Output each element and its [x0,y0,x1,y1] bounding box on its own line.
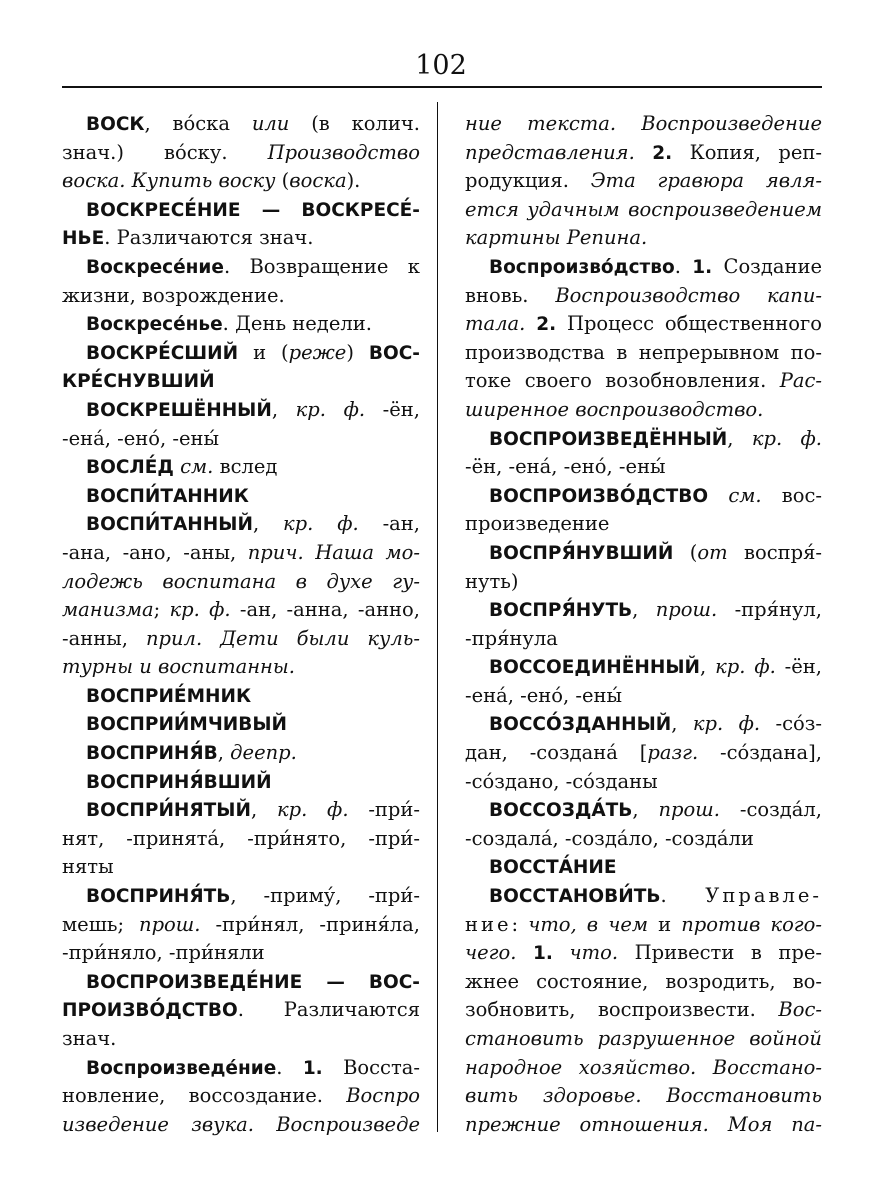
entry-text: . [276,1055,303,1079]
entry-line [465,882,822,911]
entry-text: Процесс общественного [556,312,822,336]
entry-text: жизни, возрождение. [62,283,285,307]
entry-text: -со́з- [760,712,822,736]
italic-text: разг. [647,741,699,765]
entry-text: производства в непрерывном по- [465,340,822,364]
entry-line [465,253,822,282]
entry-text: ние [465,912,512,936]
entry-line [62,253,420,282]
entry-line [465,653,822,682]
entry-line [62,682,420,711]
entry-text: , [671,712,693,736]
entry-line [62,453,420,482]
entry-line [465,139,822,168]
entry-line [465,825,822,854]
entry-line [465,1054,822,1083]
headword: ВОС- [368,342,420,364]
entry-text: ; [153,598,170,622]
entry-line [62,282,420,311]
entry-text: ( [275,169,290,193]
italic-text: что, в чем [528,912,649,936]
entry-line [62,310,420,339]
italic-text: кр. ф. [692,712,761,736]
italic-text: прил. Дети были куль- [145,626,420,650]
entry-line [465,911,822,940]
entry-line [465,282,822,311]
italic-text: от [697,540,728,564]
entry-text: , [727,426,752,450]
entry-text: Управле- [705,884,822,908]
entry-line [62,853,420,882]
headword: ВОСК [86,114,145,135]
headword: ВОСПРИЕ́МНИК [86,685,252,707]
entry-text: -ан, [358,512,420,536]
entry-text: , [252,512,284,536]
entry-line [465,453,822,482]
italic-text: изведение звука. Воспроизведе [62,1112,420,1136]
italic-text: турны и воспитанны. [62,655,295,679]
headword: Воскресе́нье [86,314,223,336]
entry-text: токе своего возобновления. [465,369,780,393]
entry-text: вслед [213,455,278,479]
entry-text: вос- [761,483,822,507]
headword: ВОСЛЕ́Д [86,457,174,479]
headword: ВОССТАНОВИ́ТЬ [489,886,661,908]
headword: ВОСПРОИЗВЕДЕ́НИЕ — ВОС- [86,971,420,993]
entry-text: , [632,798,659,822]
entry-text: -со́здано, -со́зданы [465,769,658,793]
entry-text [708,484,728,507]
headword: ВОСПРОИЗВО́ДСТВО [489,485,709,507]
headword: 2. [536,314,557,336]
entry-text [525,312,536,335]
entry-line [465,768,822,797]
entry-text: , [632,598,656,622]
entry-line [62,968,420,997]
italic-text: Производство [267,140,420,164]
entry-text: , во́ска [144,112,252,135]
entry-text: -при́нял, -приня́ла, [200,912,420,936]
entry-text: . Различаются знач. [104,226,314,250]
entry-line [62,425,420,454]
entry-line [62,1082,420,1111]
entry-line [465,367,822,396]
entry-line [62,139,420,168]
entry-line [62,339,420,368]
entry-text: жнее состояние, возродить, во- [465,969,822,993]
italic-text: что. [569,941,619,965]
entry-line [62,882,420,911]
entry-line [465,310,822,339]
italic-text: манизма [62,598,154,622]
entry-text: новление, воссоздание. [62,1084,347,1108]
entry-line [465,682,822,711]
italic-text: прош. [655,598,718,622]
entry-line [465,853,822,882]
italic-text: Воспроизводство капи- [555,283,822,307]
entry-line [62,568,420,597]
entry-text: : [511,912,529,936]
entry-text: -ена́, -ено́, -ены́ [62,426,220,450]
entry-line [465,482,822,511]
headword: ВОСПИ́ТАННИК [86,485,249,507]
entry-text: Создание [712,254,822,278]
italic-text: народное хозяйство. Восстано- [465,1055,822,1079]
entry-line [62,167,420,196]
entry-line [465,510,822,539]
entry-text: . День недели. [222,312,372,336]
entry-text: зобновить, воспроизвести. [465,998,779,1022]
entry-line [465,968,822,997]
entry-text: и ( [238,340,289,364]
entry-line [465,596,822,625]
entry-text: -пря́нула [465,626,558,650]
headword: ВОСПРИНЯ́ТЬ [86,886,231,908]
entry-line [62,939,420,968]
entry-line [62,710,420,739]
entry-text: и [648,912,682,936]
italic-text: кр. ф. [751,426,822,450]
headword: ПРОИЗВО́ДСТВО [62,1000,238,1022]
column-divider [437,102,438,1132]
entry-text: Восста- [322,1055,420,1079]
entry-line [465,625,822,654]
entry-text: Копия, реп- [672,140,822,164]
entry-text: -со́здана], [698,741,822,765]
entry-text: -ана, -ано, -аны, [62,540,248,564]
entry-line [465,1082,822,1111]
entry-text: няты [62,855,114,879]
entry-line [62,510,420,539]
entry-text: -пря́нул, [717,598,822,622]
entry-text: -ён, -ена́, -ено́, -ены́ [465,455,666,479]
entry-line [465,996,822,1025]
entry-text: , [217,741,231,765]
italic-text: прош. [658,798,720,822]
entry-text: -ён, [775,655,822,679]
entry-text: . Возвращение к [223,254,420,278]
italic-text: ние текста. Воспроизведение [465,112,822,135]
entry-text: -анны, [62,626,146,650]
entry-line [62,482,420,511]
entry-text: ( [673,540,698,564]
entry-line [465,1025,822,1054]
entry-text: -создала́, -созда́ло, -созда́ли [465,826,754,850]
entry-text: родукция. [465,169,591,193]
italic-text: реже [288,340,347,364]
entry-text: , [250,798,277,822]
entry-text: ). [346,169,361,193]
entry-text: -при́няло, -при́няли [62,941,265,965]
entry-line [62,539,420,568]
entry-line [62,625,420,654]
entry-line [62,196,420,225]
headword: ВОСПРЯ́НУТЬ [489,600,633,622]
entry-line [465,539,822,568]
headword: 2. [652,142,673,164]
entry-line [62,796,420,825]
headword: ВОСПРЯ́НУВШИЙ [489,542,674,564]
italic-text: ширенное воспроизводство. [465,397,764,421]
entry-line [62,768,420,797]
headword: ВОСПРИ́НЯТЫЙ [86,800,251,822]
entry-text [516,941,533,964]
right-column [465,110,822,1139]
italic-text: кр. ф. [283,512,359,536]
entry-text: знач. [62,1027,117,1050]
headword: НЬЕ [62,228,105,250]
entry-text: -ан, -анна, -анно, [230,598,420,622]
entry-line [62,1054,420,1083]
italic-text: деепр. [230,741,297,765]
entry-text: дан, -создана́ [ [465,741,648,765]
italic-text: или [251,112,290,135]
headword: ВОСПРИНЯ́В [86,743,218,765]
entry-line [62,396,420,425]
headword: ВОСПРИИ́МЧИВЫЙ [86,714,288,736]
header-rule [62,86,822,88]
headword: 1. [302,1057,323,1079]
italic-text: кр. ф. [169,598,231,622]
italic-text: прош. [139,912,201,936]
entry-text: -ена́, -ено́, -ены́ [465,683,623,707]
entry-text [553,941,570,964]
entry-line [62,1025,420,1054]
italic-text: кр. ф. [715,655,776,679]
entry-text: ) [346,340,369,364]
entry-text: мешь; [62,912,140,936]
entry-line [62,653,420,682]
headword: ВОССТА́НИЕ [489,857,617,879]
entry-line [465,796,822,825]
entry-text: знач.) во́ску. [62,140,268,164]
entry-line [465,939,822,968]
entry-text: нят, -принята́, -при́нято, -при́- [62,826,420,850]
italic-text: чего. [465,941,517,965]
headword: Воспроизведе́ние [86,1057,277,1079]
entry-text: воспря́- [727,540,822,564]
headword: ВОССО́ЗДАННЫЙ [489,714,672,736]
entry-line [465,339,822,368]
entry-line [465,196,822,225]
entry-text: . [674,254,693,278]
entry-line [62,825,420,854]
italic-text: Эта гравюра явля- [590,169,822,193]
headword: ВОССОЕДИНЁННЫЙ [489,657,701,679]
entry-line [465,568,822,597]
entry-text: произведение [465,512,610,536]
entry-line [465,396,822,425]
italic-text: см. [728,483,762,507]
entry-line [465,224,822,253]
entry-text: Привести в пре- [618,941,822,965]
entry-text: нуть) [465,569,519,593]
entry-text: , -приму́, -при́- [230,884,420,908]
entry-line [62,996,420,1025]
italic-text: Вос- [778,998,822,1022]
italic-text: прич. Наша мо- [247,540,420,564]
italic-text: кр. ф. [295,397,366,421]
italic-text: ется удачным воспроизведением [465,197,822,221]
page-number: 102 [415,50,467,81]
headword: ВОСПРОИЗВЕДЁННЫЙ [489,428,728,450]
entry-line [465,710,822,739]
headword: Воскресе́ние [86,256,224,278]
headword: КРЕ́СНУВШИЙ [62,371,215,393]
italic-text: лодежь воспитана в духе гу- [62,569,420,593]
italic-text: картины Репина. [465,226,648,250]
entry-line [62,224,420,253]
entry-text: вновь. [465,283,556,307]
headword: ВОСПИ́ТАННЫЙ [86,514,253,536]
headword: ВОСПРИНЯ́ВШИЙ [86,771,272,793]
italic-text: вить здоровье. Восстановить [465,1084,822,1108]
italic-text: представления. [465,140,635,164]
italic-text: становить разрушенное войной [465,1027,822,1050]
entry-line [465,167,822,196]
headword: ВОССОЗДА́ТЬ [489,800,633,822]
entry-line [62,1111,420,1140]
entry-text: , [271,397,296,421]
entry-text [635,141,652,164]
entry-line [465,1111,822,1140]
entry-text: . [660,884,706,908]
entry-line [62,739,420,768]
italic-text: тала. [465,312,526,336]
italic-text: воска [289,169,347,193]
left-column [62,110,420,1139]
entry-line [465,425,822,454]
italic-text: кр. ф. [276,798,349,822]
entry-text: (в колич. [289,112,420,135]
italic-text: прежние отношения. Моя па- [465,1112,822,1136]
headword: ВОСКРЕ́СШИЙ [86,342,239,364]
entry-line [62,596,420,625]
italic-text: см. [180,455,214,479]
entry-line [62,911,420,940]
entry-text: -при́- [348,798,420,822]
headword: 1. [533,943,553,965]
entry-line [465,110,822,139]
entry-line [62,367,420,396]
italic-text: воска. Купить воску [62,169,276,193]
entry-text: . Различаются [237,998,420,1022]
headword: Воспроизво́дство [489,256,675,278]
headword: 1. [692,256,713,278]
entry-line [465,739,822,768]
headword: ВОСКРЕШЁННЫЙ [86,399,272,421]
italic-text: Рас- [779,369,822,393]
entry-text: , [700,655,716,679]
italic-text: против кого- [681,912,822,936]
italic-text: Воспро [346,1084,420,1108]
headword: ВОСКРЕСЕ́НИЕ — ВОСКРЕСЕ́- [86,199,420,221]
entry-text: -ён, [365,397,420,421]
entry-text: -созда́л, [719,798,822,822]
entry-line [62,110,420,139]
